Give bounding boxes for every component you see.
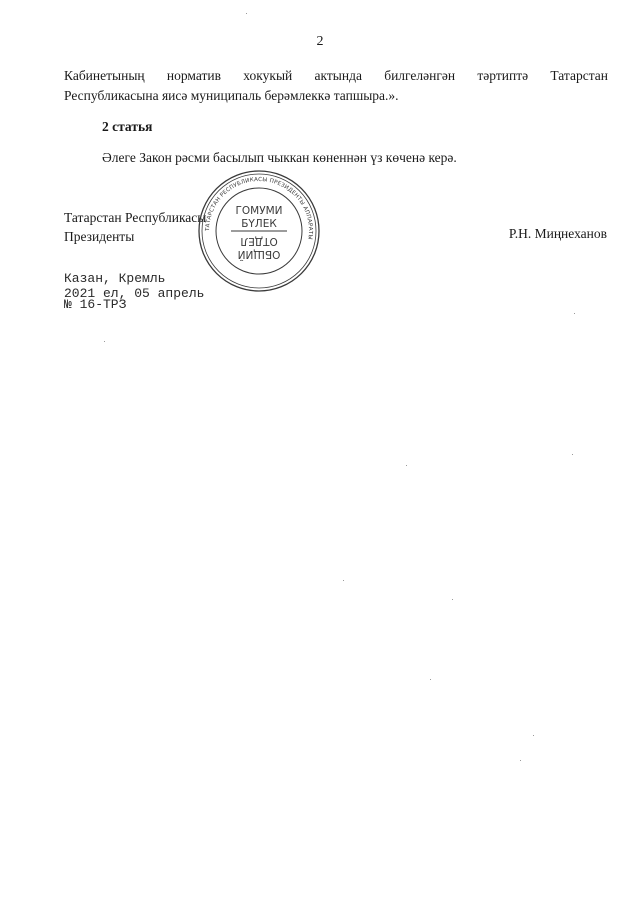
scan-speck: [104, 341, 105, 342]
signatory-name: Р.Н. Миңнеханов: [508, 226, 607, 241]
law-number: № 16-ТРЗ: [64, 297, 127, 312]
continued-paragraph: [64, 66, 608, 106]
article-body: Әлеге Закон рәсми басылып чыккан көненнән үз көченә керә.: [102, 150, 457, 165]
signatory-title-line-2: Президенты: [64, 229, 135, 244]
page-number: 2: [316, 34, 324, 49]
scan-speck: [430, 679, 431, 680]
stamp-center-line-2: БҮЛЕК: [241, 218, 277, 230]
issue-date: 2021 ел, 05 апрель: [64, 286, 205, 301]
official-stamp: [196, 168, 322, 294]
stamp-ring-text: ТАТАРСТАН РЕСПУБЛИКАСЫ ПРЕЗИДЕНТЫ АППАРАТЫ: [204, 176, 314, 240]
stamp-center-line-1: ГОМУМИ: [235, 205, 283, 217]
signatory-title-line-1: Татарстан Республикасы: [64, 210, 207, 225]
scan-speck: [406, 465, 407, 466]
paragraph-line-2: Республикасына яисә муниципаль берәмлеккә тапшыра.».: [64, 88, 399, 103]
issue-place: Казан, Кремль: [64, 271, 166, 286]
scan-speck: [574, 313, 575, 314]
scan-speck: [343, 580, 344, 581]
scan-speck: [246, 13, 247, 14]
article-heading: 2 статья: [102, 119, 153, 134]
scan-speck: [572, 454, 573, 455]
stamp-center-line-4: ОБЩИЙ: [237, 248, 281, 260]
scan-speck: [533, 735, 534, 736]
scan-speck: [452, 599, 453, 600]
paragraph-line-1: Кабинетының норматив хокукый актында билгеләнгән тәртиптә Татарстан: [64, 68, 608, 83]
stamp-center-line-3: ОТДЕЛ: [240, 235, 278, 247]
scan-speck: [520, 760, 521, 761]
